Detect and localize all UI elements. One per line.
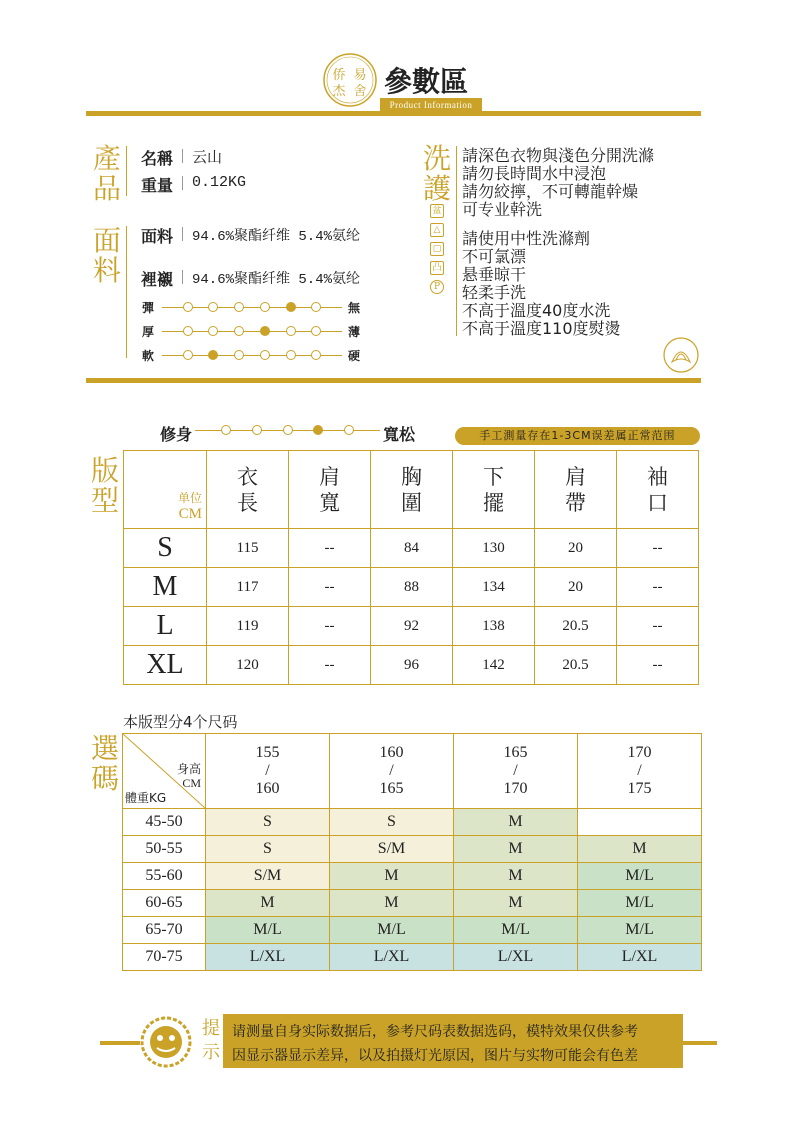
weight-range: 50-55 (123, 836, 206, 863)
size-value: 96 (371, 646, 453, 685)
unit-value: CM (178, 506, 202, 522)
lining-separator (182, 270, 183, 284)
slider-dot (283, 425, 293, 435)
name-separator (182, 149, 183, 163)
size-header: 肩帶 (535, 451, 617, 529)
slider-right-label: 硬 (348, 349, 361, 363)
table-row (123, 809, 702, 836)
table-row (123, 917, 702, 944)
size-table-corner (124, 451, 207, 529)
ironing-icon: ▢ (430, 242, 444, 256)
tip-line-2: 因显示器显示差异，以及拍摄灯光原因，图片与实物可能会有色差 (232, 1048, 638, 1064)
rec-cell: M/L (578, 917, 702, 944)
slider-dot (183, 302, 193, 312)
slider-dot (286, 350, 296, 360)
wash-section-label: 洗護 (422, 142, 451, 205)
rec-cell: S (206, 836, 330, 863)
fit-right-label: 寬松 (383, 425, 416, 444)
fabric-separator (182, 227, 183, 241)
fabric-value: 94.6%聚酯纤维 5.4%氨纶 (192, 229, 361, 245)
measurement-note: 手工測量存在1-3CM误差属正常范围 (455, 427, 700, 445)
rec-cell: M/L (330, 917, 454, 944)
rec-cell: M (578, 836, 702, 863)
slider-dot-selected (313, 425, 323, 435)
wash-line: 不高于溫度110度熨燙 (462, 319, 621, 338)
wash-line: 請深色衣物與淺色分開洗滌 (462, 146, 655, 165)
tip-line-right (683, 1041, 717, 1045)
slider-dot (344, 425, 354, 435)
slider-dot-selected (260, 326, 270, 336)
logo-char: 易 (353, 68, 367, 83)
slider-dot (221, 425, 231, 435)
rec-table-corner (123, 734, 206, 809)
wash-icon-column (430, 204, 444, 299)
size-header: 衣長 (207, 451, 289, 529)
weight-range: 60-65 (123, 890, 206, 917)
weight-value: 0.12KG (192, 174, 247, 191)
tip-line-1: 请测量自身实际数据后，参考尺码表数据选码，模特效果仅供参考 (232, 1024, 638, 1040)
size-value: 20.5 (535, 646, 617, 685)
lion-emblem-icon (135, 1014, 197, 1070)
size-value: 92 (371, 607, 453, 646)
slider-dot (208, 326, 218, 336)
rec-cell: M (454, 890, 578, 917)
size-recommendation-table (122, 733, 702, 971)
rec-cell: S (330, 809, 454, 836)
material-divider (126, 226, 127, 358)
tip-line-left (100, 1041, 140, 1045)
height-column-header: 155 / 160 (206, 734, 330, 809)
size-value: 138 (453, 607, 535, 646)
brand-logo (322, 52, 378, 108)
weight-range: 45-50 (123, 809, 206, 836)
product-section-label: 產品 (92, 142, 121, 205)
rec-cell: S/M (330, 836, 454, 863)
wash-line: 請勿絞擰，不可轉龍幹燥 (462, 182, 639, 201)
rec-cell: S/M (206, 863, 330, 890)
divider-mid (86, 378, 701, 383)
table-row (124, 529, 699, 568)
page-subtitle: Product Information (380, 98, 482, 112)
rec-cell: M (454, 836, 578, 863)
wash-line: 不高于溫度40度水洗 (462, 301, 611, 320)
slider-dot (311, 326, 321, 336)
size-name: S (124, 529, 207, 568)
size-header: 肩寬 (289, 451, 371, 529)
size-name: M (124, 568, 207, 607)
slider-dot (183, 350, 193, 360)
rec-cell: L/XL (454, 944, 578, 971)
height-column-header: 170 / 175 (578, 734, 702, 809)
height-column-header: 165 / 170 (454, 734, 578, 809)
rec-section-label: 選碼 (90, 732, 119, 795)
weight-range: 55-60 (123, 863, 206, 890)
size-value: -- (617, 568, 699, 607)
size-value: -- (289, 646, 371, 685)
size-section-label: 版型 (90, 454, 119, 517)
size-value: 120 (207, 646, 289, 685)
fabric-label: 面料 (141, 227, 174, 246)
size-value: 117 (207, 568, 289, 607)
slider-left-label: 軟 (142, 349, 155, 363)
rec-cell: M (330, 890, 454, 917)
slider-dot (234, 302, 244, 312)
rec-caption: 本版型分4个尺码 (123, 713, 238, 731)
size-value: -- (289, 568, 371, 607)
unit-label: 单位 (177, 491, 202, 505)
logo-char: 舍 (353, 84, 367, 99)
flower-emblem-icon (662, 336, 700, 374)
slider-dot (252, 425, 262, 435)
table-row (123, 944, 702, 971)
lining-value: 94.6%聚酯纤维 5.4%氨纶 (192, 272, 361, 288)
rec-cell: S (206, 809, 330, 836)
slider-dot (311, 302, 321, 312)
size-name: L (124, 607, 207, 646)
size-value: -- (289, 529, 371, 568)
logo-char: 杰 (332, 84, 346, 99)
size-value: -- (617, 529, 699, 568)
logo-char: 侨 (332, 68, 346, 83)
size-value: 134 (453, 568, 535, 607)
rec-cell: M (454, 863, 578, 890)
tip-label: 提示 (202, 1018, 220, 1063)
size-name: XL (124, 646, 207, 685)
size-value: 20 (535, 568, 617, 607)
size-value: 20 (535, 529, 617, 568)
table-row (124, 568, 699, 607)
weight-axis-label: 體重KG (125, 791, 167, 805)
wash-line: 悬垂晾干 (462, 265, 527, 284)
rec-cell: L/XL (206, 944, 330, 971)
size-value: 88 (371, 568, 453, 607)
weight-range: 65-70 (123, 917, 206, 944)
size-value: -- (617, 607, 699, 646)
slider-left-label: 厚 (142, 325, 155, 339)
size-value: 130 (453, 529, 535, 568)
table-row (124, 607, 699, 646)
wash-instructions-top (462, 147, 654, 219)
slider-dot (234, 350, 244, 360)
page-title: 參數區 (384, 65, 469, 98)
weight-separator (182, 176, 183, 190)
rec-cell: M (454, 809, 578, 836)
size-header: 胸圍 (371, 451, 453, 529)
size-value: 142 (453, 646, 535, 685)
rec-cell: L/XL (330, 944, 454, 971)
wash-line: 轻柔手洗 (462, 283, 527, 302)
name-value: 云山 (192, 148, 223, 166)
wash-divider (456, 146, 457, 336)
size-table (123, 450, 699, 685)
rec-cell: M/L (578, 890, 702, 917)
fit-left-label: 修身 (160, 425, 193, 444)
wash-line: 請使用中性洗滌劑 (462, 229, 591, 248)
wash-tub-icon: 盆 (430, 204, 444, 218)
hang-dry-icon: 凸 (430, 261, 444, 275)
size-header: 袖口 (617, 451, 699, 529)
slider-left-label: 彈 (142, 301, 155, 315)
slider-dot (260, 302, 270, 312)
weight-range: 70-75 (123, 944, 206, 971)
rec-cell: L/XL (578, 944, 702, 971)
slider-dot (260, 350, 270, 360)
rec-cell: M/L (578, 863, 702, 890)
height-axis-unit: CM (182, 776, 201, 790)
height-column-header: 160 / 165 (330, 734, 454, 809)
size-value: 119 (207, 607, 289, 646)
rec-cell: M/L (454, 917, 578, 944)
rec-cell: M/L (206, 917, 330, 944)
table-row (123, 836, 702, 863)
size-value: 115 (207, 529, 289, 568)
rec-cell: M (206, 890, 330, 917)
size-value: -- (289, 607, 371, 646)
no-bleach-icon: △ (430, 223, 444, 237)
slider-dot-selected (208, 350, 218, 360)
size-value: 20.5 (535, 607, 617, 646)
slider-dot (311, 350, 321, 360)
wash-instructions-bottom (462, 230, 621, 338)
wash-line: 請勿長時間水中浸泡 (462, 164, 607, 183)
table-row (123, 890, 702, 917)
size-value: 84 (371, 529, 453, 568)
slider-right-label: 薄 (348, 325, 361, 339)
weight-label: 重量 (141, 176, 174, 195)
slider-dot (183, 326, 193, 336)
slider-dot-selected (286, 302, 296, 312)
table-row (123, 863, 702, 890)
rec-cell (578, 809, 702, 836)
height-axis-label: 身高 (176, 762, 201, 776)
material-section-label: 面料 (92, 224, 121, 287)
rec-cell: M (330, 863, 454, 890)
table-row (124, 646, 699, 685)
name-label: 名稱 (141, 149, 174, 168)
slider-dot (208, 302, 218, 312)
wash-line: 不可氯漂 (462, 247, 527, 266)
size-value: -- (617, 646, 699, 685)
slider-dot (286, 326, 296, 336)
lining-label: 裡襯 (141, 270, 174, 289)
slider-dot (234, 326, 244, 336)
divider-top (86, 111, 701, 116)
product-divider (126, 146, 127, 196)
size-header: 下擺 (453, 451, 535, 529)
dry-clean-icon: P (430, 280, 444, 294)
wash-line: 可专业幹洗 (462, 200, 543, 219)
slider-right-label: 無 (348, 301, 361, 315)
